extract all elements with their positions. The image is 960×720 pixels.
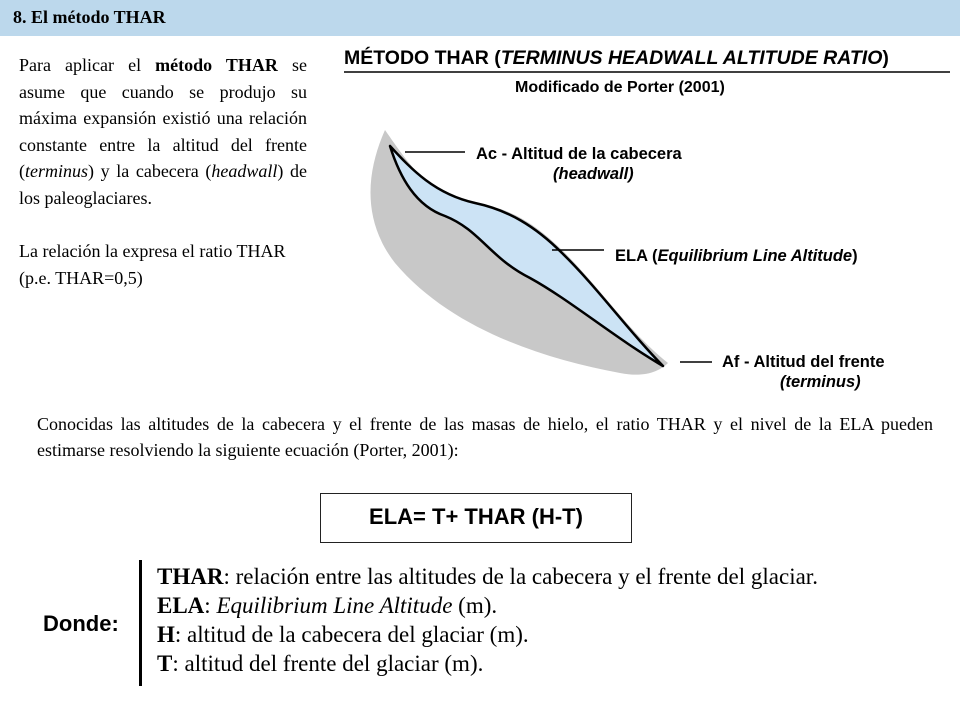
ela-formula-box: ELA= T+ THAR (H-T) <box>320 493 632 543</box>
section-title: 8. El método THAR <box>13 7 166 27</box>
thar-diagram <box>330 38 960 398</box>
section-header <box>0 0 960 36</box>
intro-paragraph-2: La relación la expresa el ratio THAR (p.e. THAR=0,5) <box>19 241 286 288</box>
explanation-paragraph: Conocidas las altitudes de la cabecera y el frente de las masas de hielo, el ratio THAR y el nivel de la ELA pueden estimarse resolviendo la siguiente ecuación (Porter, 2001): <box>37 414 933 460</box>
intro-text <box>19 52 307 291</box>
diagram-title: MÉTODO THAR (TERMINUS HEADWALL ALTITUDE RATIO) <box>344 47 889 69</box>
definition-h: H: altitud de la cabecera del glaciar (m). <box>157 622 529 647</box>
definitions-list <box>157 562 818 678</box>
definitions-bracket <box>139 560 142 686</box>
definition-thar: THAR: relación entre las altitudes de la cabecera y el frente del glaciar. <box>157 564 818 589</box>
label-af: Af - Altitud del frente <box>722 353 885 371</box>
definition-t: T: altitud del frente del glaciar (m). <box>157 651 484 676</box>
label-ela: ELA (Equilibrium Line Altitude) <box>615 247 858 265</box>
diagram-subtitle: Modificado de Porter (2001) <box>515 79 725 96</box>
label-ac: Ac - Altitud de la cabecera <box>476 145 682 163</box>
intro-paragraph-1: Para aplicar el método THAR se asume que cuando se produjo su máxima expansión existió una relación constante entre la altitud del frente (terminus) y la cabecera (headwall) de los paleoglaciares. <box>19 55 307 208</box>
donde-label: Donde: <box>43 611 119 636</box>
definition-ela: ELA: Equilibrium Line Altitude (m). <box>157 593 498 618</box>
label-ac-headwall: (headwall) <box>553 165 634 183</box>
label-af-terminus: (terminus) <box>780 373 861 391</box>
